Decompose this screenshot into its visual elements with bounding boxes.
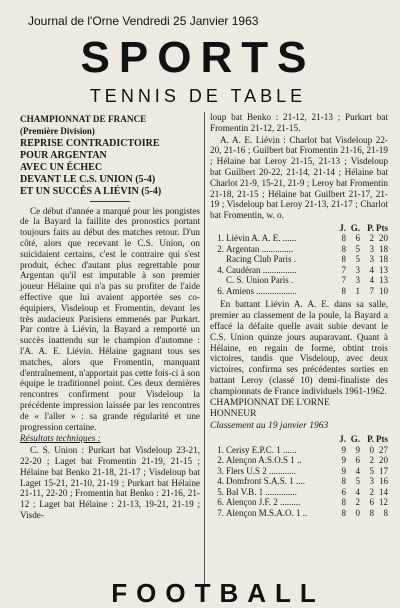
table-header-row (210, 434, 388, 445)
results-continued: loup bat Benko : 21-12, 21-13 ; Purkart bat Fromentin 21-12, 21-15. (210, 112, 388, 133)
orne-championship-title: CHAMPIONNAT DE L'ORNE (210, 397, 330, 408)
table-row: 7. Alençon M.S.A.O. 1 .. 8 0 8 8 (217, 507, 388, 518)
col-header-p: P. (367, 222, 374, 233)
table-row: 3. Flers U.S 2 ............ 9 4 5 17 (217, 465, 388, 476)
table-header-row (210, 223, 388, 234)
table-row: Racing Club Paris . 8 5 3 18 (226, 254, 388, 265)
headline-line-1: REPRISE CONTRADICTOIRE (20, 137, 160, 149)
headline-line-2: POUR ARGENTAN (20, 149, 107, 161)
col-header-p: P. (367, 434, 374, 445)
col-header-pts: Pts (376, 222, 388, 233)
col-header-pts: Pts (376, 434, 388, 445)
section-title: TENNIS DE TABLE (89, 86, 307, 106)
table-row: 1. Liévin A. A. E. ...... 8 6 2 20 (217, 233, 388, 244)
results-paragraph: C. S. Union : Purkart bat Visdeloup 23-21, 22-20 ; Laget bat Fromentin 21-19, 21-15 ; Hélaine bat Benko 21-18, 21-17 ; Visdeloup bat Laget 15-21, 21-10, 21-19 ; Purkart bat Hélaine 21-11, 22-20 ; Fromentin bat Benko : 21-16, 21-12 ; Laget bat Hélaine : 21-13, 19-21, 21-19 ; Visde- (20, 445, 200, 520)
table-row: 6. Amiens .................. 8 1 7 10 (217, 285, 388, 296)
table-row: C. S. Union Paris . 7 3 4 13 (226, 275, 388, 286)
next-section-title: FOOTBALL (111, 578, 325, 608)
clipping-caption: Journal de l'Orne Vendredi 25 Janvier 1963 (28, 14, 259, 28)
orne-division: HONNEUR (210, 409, 257, 420)
col-header-j: J. (339, 434, 346, 445)
results-heading: Résultats techniques : (20, 433, 101, 444)
headline-line-4: DEVANT LE C.S. UNION (5-4) (20, 173, 156, 185)
column-divider (204, 112, 205, 584)
newspaper-clipping (8, 0, 400, 608)
standings-table-orne (210, 434, 388, 518)
table-row: 2. Argentan .............. 8 5 3 18 (217, 243, 388, 254)
standings-table-division-1 (210, 223, 388, 297)
championship-heading: CHAMPIONNAT DE FRANCE (20, 114, 147, 124)
right-column (210, 112, 388, 521)
table-row: 2. Alençon A.S.O.S 1 .. 9 6 2 20 (217, 455, 388, 466)
left-column (20, 114, 200, 522)
article-paragraph: Ce début d'année a marqué pour les pongistes de la Bayard la faillite des pronostics portant toujours faits au début des matches retour. D'un côté, alors que recevant le C.S. Union, on suicidaient certains, c'est le contraire qui s'est produit, échec d'autant plus regrettable pour Argentan qu'il est imputable à son premier joueur Hélaine qui n'a pas su profiter de l'aide effective que lui avaient apportée ses co-équipiers, Visdeloup et Fromentin, devant les très audacieux Parisiens emmenés par Purkart. Par contre à Liévin, la Bayard a remporté un succès inattendu sur le champion d'automne : l'A. A. E. Liévin. Hélaine gagnant tous ses matches, alors que Fromentin, manquant d'entraînement, n'apportait pas cette fois-ci à son équipe le traditionnel point. Ces deux dernières rencontres confirment pour Visdeloup la précédente impression laissée par les rencontres de « l'aller » : sa grande régularité et une progression certaine. (20, 205, 200, 432)
table-row: 6. Alençon J.F. 2 ......... 8 2 6 12 (217, 497, 388, 508)
table-row: 5. Bal V.B. 1 .............. 6 4 2 14 (217, 486, 388, 497)
headline-separator (90, 201, 130, 202)
col-header-j: J. (339, 222, 346, 233)
table-row: 4. Domfront S.A.S. 1 .... 8 5 3 16 (217, 476, 388, 487)
championship-subheading: (Première Division) (20, 125, 95, 136)
col-header-g: G. (350, 434, 360, 445)
table-row: 1. Cerisy E.P.C. 1 ...... 9 9 0 27 (217, 444, 388, 455)
article-paragraph-2: En battant Liévin A. A. E. dans sa salle, premier au classement de la poule, la Bayard a effacé la défaite quelle avait subie devant le C.S. Union quinze jours auparavant. Quant à Hélaine, en regain de forme, obtint trois victoires, tandis que Visdeloup, avec deux victoires, confirma ses précédentes sorties en battant Leroy (classé 10) demi-finaliste des championnats de France individuels 1961-1962. (210, 299, 388, 396)
headline-line-3: AVEC UN ÉCHEC (20, 161, 103, 173)
headline-line-5: ET UN SUCCÈS A LIÉVIN (5-4) (20, 185, 162, 197)
orne-standings-date: Classement au 19 janvier 1963 (210, 421, 329, 432)
table-row: 4. Caudéran ............... 7 3 4 13 (217, 264, 388, 275)
lievin-results: A. A. E. Liévin : Charlot bat Visdeloup 22-20, 21-16 ; Guilbert bat Fromentin 21-16, 21-19 ; Hélaine bat Leroy 21-15, 21-13 ; Visdeloup bat Guilbert 20-22, 21-14, 21-14 ; Hélaine bat Charlot 21-9, 15-21, 21-9 ; Leroy bat Fromentin 21-18, 21-15 ; Hélaine bat Guilbert 21-17, 21-19 ; Visdeloup bat Leroy 21-13, 21-17 ; Charlot bat Fromentin, w. o. (210, 134, 388, 221)
col-header-g: G. (350, 222, 360, 233)
masthead-title: SPORTS (80, 33, 316, 82)
